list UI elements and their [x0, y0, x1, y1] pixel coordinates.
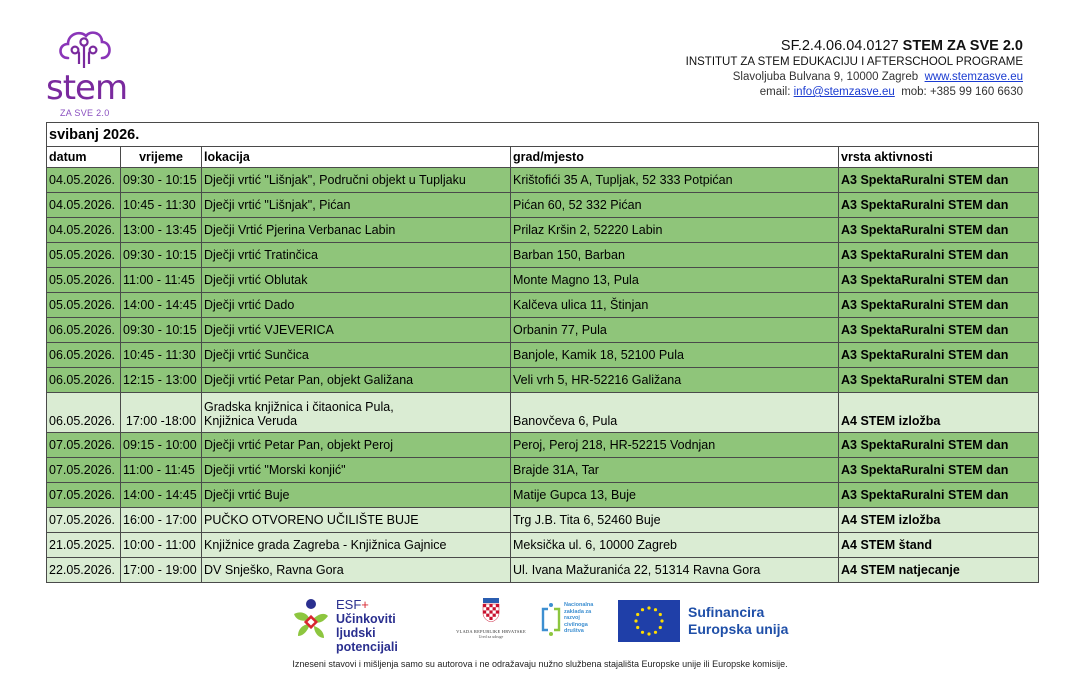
schedule-table — [46, 122, 1039, 583]
cell-lokacija: Dječji vrtić "Lišnjak", Pićan — [202, 193, 511, 218]
cell-lokacija: Dječji vrtić VJEVERICA — [202, 318, 511, 343]
eu-star-icon — [660, 619, 663, 622]
nzrcd-line: društva — [564, 628, 584, 634]
cell-grad: Barban 150, Barban — [511, 243, 839, 268]
eu-star-icon — [647, 606, 650, 609]
project-name: STEM ZA SVE 2.0 — [902, 38, 1023, 54]
column-header-grad: grad/mjesto — [511, 147, 839, 168]
cell-grad: Pićan 60, 52 332 Pićan — [511, 193, 839, 218]
cell-lokacija: Dječji vrtić Petar Pan, objekt Galižana — [202, 368, 511, 393]
stem-logo — [44, 28, 126, 120]
esf-line1: Učinkoviti ljudski — [336, 612, 396, 640]
cell-grad: Matije Gupca 13, Buje — [511, 483, 839, 508]
table-row — [47, 268, 1039, 293]
croatian-coat-of-arms-icon — [482, 598, 500, 622]
cell-grad: Monte Magno 13, Pula — [511, 268, 839, 293]
eu-star-icon — [636, 626, 639, 629]
email-label: email: — [759, 86, 791, 98]
eu-star-icon — [654, 608, 657, 611]
cell-datum: 07.05.2026. — [47, 483, 121, 508]
table-title-row — [47, 123, 1039, 147]
cell-datum: 05.05.2026. — [47, 293, 121, 318]
institute-name: INSTITUT ZA STEM EDUKACIJU I AFTERSCHOOL PROGRAME — [685, 56, 1023, 68]
cell-vrsta: A3 SpektaRuralni STEM dan — [839, 318, 1039, 343]
esf-line2: potencijali — [336, 640, 398, 654]
cell-datum: 05.05.2026. — [47, 243, 121, 268]
cell-vrsta: A3 SpektaRuralni STEM dan — [839, 343, 1039, 368]
table-row — [47, 293, 1039, 318]
cell-datum: 06.05.2026. — [47, 318, 121, 343]
cell-lokacija: DV Snješko, Ravna Gora — [202, 558, 511, 583]
cell-datum: 07.05.2026. — [47, 508, 121, 533]
esf-brand: ESF — [336, 597, 362, 612]
cell-grad: Veli vrh 5, HR-52216 Galižana — [511, 368, 839, 393]
cell-vrsta: A4 STEM štand — [839, 533, 1039, 558]
logo-wordmark: stem — [46, 68, 128, 108]
cell-vrsta: A3 SpektaRuralni STEM dan — [839, 458, 1039, 483]
table-row — [47, 368, 1039, 393]
cell-grad: Banovčeva 6, Pula — [511, 393, 839, 433]
eu-star-icon — [659, 626, 662, 629]
cell-lokacija: Dječji Vrtić Pjerina Verbanac Labin — [202, 218, 511, 243]
cell-vrsta: A4 STEM izložba — [839, 508, 1039, 533]
cell-vrijeme: 17:00 - 19:00 — [121, 558, 202, 583]
nzrcd-line: zaklada za — [564, 608, 592, 615]
cell-vrijeme: 10:45 - 11:30 — [121, 193, 202, 218]
bracket-logo-icon — [540, 602, 562, 636]
cell-vrsta: A3 SpektaRuralni STEM dan — [839, 483, 1039, 508]
cell-vrijeme: 11:00 - 11:45 — [121, 268, 202, 293]
cloud-circuit-icon — [54, 28, 114, 72]
cell-lokacija: Dječji vrtić Oblutak — [202, 268, 511, 293]
column-header-vrsta: vrsta aktivnosti — [839, 147, 1039, 168]
esf-logo — [288, 596, 438, 654]
cell-vrijeme: 09:15 - 10:00 — [121, 433, 202, 458]
cell-lokacija: Dječji vrtić Buje — [202, 483, 511, 508]
table-row — [47, 343, 1039, 368]
eu-star-icon — [634, 619, 637, 622]
eu-star-icon — [641, 608, 644, 611]
table-row — [47, 318, 1039, 343]
contact-line — [686, 85, 1023, 100]
disclaimer-text: Izneseni stavovi i mišljenja samo su autorova i ne odražavaju nužno službena stajališta Europske unije ili Europske komisije. — [292, 659, 788, 669]
cell-lokacija: Knjižnice grada Zagreba - Knjižnica Gajnice — [202, 533, 511, 558]
table-row — [47, 458, 1039, 483]
cell-vrijeme: 09:30 - 10:15 — [121, 243, 202, 268]
cell-grad: Trg J.B. Tita 6, 52460 Buje — [511, 508, 839, 533]
esf-plus: + — [361, 597, 369, 612]
eu-line1: Sufinancira — [688, 604, 765, 620]
vlada-line1: VLADA REPUBLIKE HRVATSKE — [456, 629, 526, 634]
eu-cofunded-logo — [618, 600, 798, 644]
cell-grad: Banjole, Kamik 18, 52100 Pula — [511, 343, 839, 368]
eu-star-icon — [641, 631, 644, 634]
vlada-line2: Ured za udruge — [478, 634, 504, 639]
cell-datum: 21.05.2025. — [47, 533, 121, 558]
logo-subtitle: ZA SVE 2.0 — [60, 108, 110, 118]
cell-vrsta: A3 SpektaRuralni STEM dan — [839, 243, 1039, 268]
cell-datum: 05.05.2026. — [47, 268, 121, 293]
esf-text — [336, 598, 438, 654]
cell-vrijeme: 16:00 - 17:00 — [121, 508, 202, 533]
cell-grad: Meksička ul. 6, 10000 Zagreb — [511, 533, 839, 558]
cell-vrijeme: 09:30 - 10:15 — [121, 168, 202, 193]
esf-pinwheel-icon — [288, 596, 334, 642]
cell-vrijeme: 11:00 - 11:45 — [121, 458, 202, 483]
eu-star-icon — [654, 631, 657, 634]
cell-datum: 07.05.2026. — [47, 458, 121, 483]
cell-datum: 22.05.2026. — [47, 558, 121, 583]
cell-datum: 06.05.2026. — [47, 368, 121, 393]
table-body — [47, 168, 1039, 583]
cell-lokacija: PUČKO OTVORENO UČILIŠTE BUJE — [202, 508, 511, 533]
organization-header — [686, 37, 1023, 100]
column-header-vrijeme: vrijeme — [121, 147, 202, 168]
cell-grad: Ul. Ivana Mažuranića 22, 51314 Ravna Gora — [511, 558, 839, 583]
cell-lokacija: Dječji vrtić Petar Pan, objekt Peroj — [202, 433, 511, 458]
cell-vrsta: A3 SpektaRuralni STEM dan — [839, 193, 1039, 218]
cell-datum: 04.05.2026. — [47, 193, 121, 218]
nzrcd-text — [564, 602, 593, 635]
cell-vrsta: A4 STEM izložba — [839, 393, 1039, 433]
cell-grad: Peroj, Peroj 218, HR-52215 Vodnjan — [511, 433, 839, 458]
cell-vrsta: A3 SpektaRuralni STEM dan — [839, 168, 1039, 193]
cell-datum: 07.05.2026. — [47, 433, 121, 458]
column-header-lokacija: lokacija — [202, 147, 511, 168]
table-row — [47, 483, 1039, 508]
website-link[interactable]: www.stemzasve.eu — [924, 71, 1023, 83]
cell-vrsta: A3 SpektaRuralni STEM dan — [839, 368, 1039, 393]
cell-vrsta: A3 SpektaRuralni STEM dan — [839, 433, 1039, 458]
cell-grad: Orbanin 77, Pula — [511, 318, 839, 343]
table-row — [47, 508, 1039, 533]
funding-logos — [288, 596, 798, 654]
month-title: svibanj 2026. — [47, 123, 1039, 147]
nzrcd-line: razvoj — [564, 615, 580, 621]
address-line — [686, 70, 1023, 85]
table-header-row — [47, 147, 1039, 168]
email-link[interactable]: info@stemzasve.eu — [793, 86, 895, 98]
nzrcd-line: civilnoga — [564, 621, 588, 628]
nzrcd-logo — [540, 602, 610, 646]
cell-vrijeme: 09:30 - 10:15 — [121, 318, 202, 343]
cell-grad: Kalčeva ulica 11, Štinjan — [511, 293, 839, 318]
table-row — [47, 193, 1039, 218]
address: Slavoljuba Bulvana 9, 10000 Zagreb — [732, 71, 919, 83]
cell-datum: 06.05.2026. — [47, 343, 121, 368]
table-row — [47, 243, 1039, 268]
cell-lokacija-line: Knjižnica Veruda — [204, 414, 298, 428]
cell-lokacija: Dječji vrtić Tratinčica — [202, 243, 511, 268]
eu-line2: Europska unija — [688, 621, 789, 637]
cell-datum: 06.05.2026. — [47, 393, 121, 433]
cell-vrijeme: 10:00 - 11:00 — [121, 533, 202, 558]
cell-vrijeme: 13:00 - 13:45 — [121, 218, 202, 243]
cell-lokacija: Dječji vrtić Dado — [202, 293, 511, 318]
table-row — [47, 393, 1039, 433]
cell-vrijeme: 14:00 - 14:45 — [121, 483, 202, 508]
table-row — [47, 168, 1039, 193]
cell-lokacija: Dječji vrtić "Morski konjić" — [202, 458, 511, 483]
project-line — [686, 37, 1023, 55]
table-row — [47, 218, 1039, 243]
cell-vrijeme: 10:45 - 11:30 — [121, 343, 202, 368]
cell-lokacija: Dječji vrtić Sunčica — [202, 343, 511, 368]
cell-grad: Brajde 31A, Tar — [511, 458, 839, 483]
cell-vrsta: A3 SpektaRuralni STEM dan — [839, 293, 1039, 318]
nzrcd-line: Nacionalna — [564, 602, 594, 608]
cell-vrsta: A4 STEM natjecanje — [839, 558, 1039, 583]
eu-star-icon — [659, 613, 662, 616]
cell-datum: 04.05.2026. — [47, 218, 121, 243]
table-row — [47, 533, 1039, 558]
table-row — [47, 433, 1039, 458]
cell-lokacija — [202, 393, 511, 433]
cell-grad: Krištofići 35 A, Tupljak, 52 333 Potpićan — [511, 168, 839, 193]
croatian-government-logo — [456, 598, 526, 644]
cell-lokacija: Dječji vrtić "Lišnjak", Područni objekt u Tupljaku — [202, 168, 511, 193]
cell-lokacija-line: Gradska knjižnica i čitaonica Pula, — [204, 400, 394, 414]
column-header-datum: datum — [47, 147, 121, 168]
cell-vrijeme: 12:15 - 13:00 — [121, 368, 202, 393]
cell-grad: Prilaz Kršin 2, 52220 Labin — [511, 218, 839, 243]
eu-star-icon — [636, 613, 639, 616]
cell-vrijeme: 14:00 - 14:45 — [121, 293, 202, 318]
table-row — [47, 558, 1039, 583]
eu-star-icon — [647, 632, 650, 635]
cell-datum: 04.05.2026. — [47, 168, 121, 193]
eu-flag-icon — [618, 600, 680, 642]
cell-vrsta: A3 SpektaRuralni STEM dan — [839, 218, 1039, 243]
eu-text — [688, 604, 788, 638]
cell-vrsta: A3 SpektaRuralni STEM dan — [839, 268, 1039, 293]
phone: mob: +385 99 160 6630 — [901, 86, 1023, 98]
cell-vrijeme: 17:00 -18:00 — [121, 393, 202, 433]
project-code: SF.2.4.06.04.0127 — [780, 38, 899, 54]
